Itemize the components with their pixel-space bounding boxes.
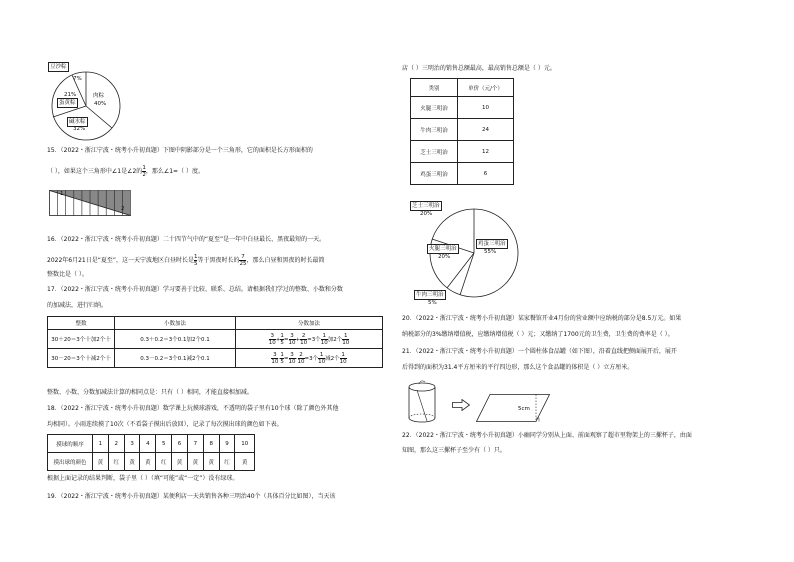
- fs-b: 10: [271, 358, 279, 365]
- q16-line3: 整数比是（ ）。: [47, 271, 88, 278]
- fs-l: 减2个: [325, 355, 340, 362]
- fs-minus: -: [278, 355, 281, 362]
- fa-eq2: =: [307, 336, 312, 343]
- pie2-egg-pct: 55%: [484, 249, 497, 255]
- pie1-label-b2: 蛋黄粽: [59, 100, 76, 106]
- price-row-3-price: 12: [458, 141, 514, 163]
- fa-plus2: +: [295, 336, 301, 343]
- fs-a: 3: [273, 351, 277, 358]
- pie1-label-b: 21%: [64, 92, 77, 98]
- q16-f1-num: 1: [193, 254, 198, 260]
- q17-header-fraction: 分数加法: [236, 317, 383, 330]
- q18-color-6: 黄: [172, 453, 188, 471]
- q17-line1: 17．（2022・浙江宁波・统考小升初真题）学习要善于比较、联系、总结。请根据我们学过的整数、小数和分数: [47, 286, 343, 293]
- q16-f1-den: 5: [193, 261, 198, 267]
- fs-j: 1: [319, 351, 324, 358]
- fa-d: 5: [280, 339, 284, 346]
- price-row-4-name: 鸡蛋三明治: [411, 163, 458, 185]
- q15-line2a: （ ），如果这个三角形中∠1是∠2的: [47, 168, 143, 175]
- q18-order-1: 1: [93, 435, 109, 453]
- price-th-unit: 单价（元/个）: [458, 79, 514, 97]
- q16-line2a: 2022年6月21日是“夏至”，这一天宁波地区白昼时长是: [47, 257, 194, 264]
- fa-b: 10: [268, 339, 276, 346]
- parallelogram-figure: [476, 394, 550, 422]
- q18-color-7: 黄: [187, 453, 203, 471]
- pie1-label-a: 豆沙粽: [50, 64, 67, 70]
- fs-i: 3个: [309, 355, 319, 362]
- q17-r2c2: 0.3－0.2＝3个0.1减2个0.1: [115, 349, 236, 368]
- price-row-3-name: 芝士三明治: [411, 141, 458, 163]
- q17-header-decimal: 小数加法: [115, 317, 236, 330]
- q18-color-8: 黄: [203, 453, 219, 471]
- q18-line1: 18．（2022・浙江宁波・统考小升初真题）数学课上玩摸球游戏，不透明的袋子里有10个球（除了颜色外其他: [47, 405, 339, 412]
- q16-line2: [47, 254, 324, 267]
- q18-order-7: 7: [187, 435, 203, 453]
- pie1-label-d: 碱水粽: [69, 119, 86, 125]
- fs-n: 10: [339, 358, 347, 365]
- fs-g: 2: [299, 351, 303, 358]
- fs-m: 1: [341, 351, 345, 358]
- q18-color-2: 红: [108, 453, 124, 471]
- fa-n: 10: [342, 339, 350, 346]
- q21-line2: 后得到的面积为31.4平方厘米的平行四边形，那么这个食品罐的体积是（ ）立方厘米。: [402, 364, 634, 371]
- fa-a: 3: [270, 332, 275, 339]
- q17-r1c1: 30＋20＝3个十加2个十: [48, 330, 115, 349]
- fa-k: 10: [320, 339, 328, 346]
- right-top-line: 店（ ）三明治的销售总额最高，最高销售总额是（ ）元。: [402, 65, 556, 72]
- q17-r2c1: 30－20＝3个十减2个十: [48, 349, 115, 368]
- fs-c: 1: [280, 351, 284, 358]
- fs-minus2: -: [295, 355, 298, 362]
- q22-line2: 知图，那么这三摞杯子至少有（ ）只。: [402, 447, 506, 454]
- pie2-cheese-pct: 20%: [420, 211, 433, 217]
- pie2-egg: 鸡蛋三明治: [478, 241, 506, 247]
- fs-k: 10: [318, 358, 326, 365]
- pie1-label-c: 肉粽: [93, 93, 105, 99]
- q15-frac-num: 1: [142, 165, 146, 171]
- pie1-pct-c: 40%: [94, 101, 107, 107]
- q18-color-3: 黄: [124, 453, 140, 471]
- fa-m: 1: [343, 332, 348, 339]
- q18-order-6: 6: [172, 435, 188, 453]
- q15-line2: [47, 165, 204, 178]
- q17-r1c3: [236, 330, 383, 349]
- q17-header-integer: 整数: [48, 317, 115, 330]
- pie2-beef: 牛肉三明治: [416, 292, 444, 298]
- fa-c: 1: [280, 332, 284, 339]
- q15-frac-den: 2: [142, 172, 146, 178]
- q18-order-4: 4: [140, 435, 156, 453]
- pie1-pct-d: 32%: [73, 126, 86, 132]
- price-th-category: 类别: [411, 79, 458, 97]
- q18-order-3: 3: [124, 435, 140, 453]
- q18-row1-label: 摸球的顺序: [48, 435, 93, 453]
- arrow-right-icon: [452, 399, 470, 411]
- q18-order-8: 8: [203, 435, 219, 453]
- pie1-pct-a: 7%: [73, 76, 82, 82]
- fs-eq2: =: [304, 355, 310, 362]
- fs-e: 3: [290, 351, 294, 358]
- q18-color-4: 黄: [140, 453, 156, 471]
- q21-height-label: 5cm: [518, 406, 530, 412]
- price-row-1-name: 火腿三明治: [411, 97, 458, 119]
- q16-line2b: 等于黑夜时长的: [197, 257, 240, 264]
- fs-eq1: =: [283, 355, 289, 362]
- q21-line1: 21．（2022・浙江宁波・统考小升初真题）一个圆柱体食品罐（如下图），沿着直线把侧面展开后，展开: [402, 348, 677, 355]
- q18-order-5: 5: [156, 435, 172, 453]
- q18-color-9: 红: [219, 453, 235, 471]
- q17-conclusion: 整数、小数、分数加减法计算的相同点是：只有（ ）相同，才能直接相加减。: [47, 389, 253, 396]
- q17-r1c2: 0.3＋0.2＝3个0.1加2个0.1: [115, 330, 236, 349]
- q19-line1: 19．（2022・浙江宁波・统考小升初真题）某便利店一天共销售各种三明治40个（具体百分比如图），当天该: [47, 493, 336, 500]
- q16-f2-num: 7: [241, 254, 245, 260]
- price-row-4-price: 6: [458, 163, 514, 185]
- pie2-beef-pct: 5%: [428, 300, 437, 306]
- q18-color-10: 黄: [235, 453, 255, 471]
- q18-order-10: 10: [235, 435, 255, 453]
- price-row-2-price: 24: [458, 119, 514, 141]
- q15-angle1: 1: [60, 191, 64, 197]
- q15-line1: 15．（2022・浙江宁波・统考小升初真题）下图中阴影部分是一个三角形，它的面积是长方形面积的: [47, 147, 313, 154]
- fa-h: 10: [300, 339, 308, 346]
- q17-line2: 的加减法，进行归纳。: [47, 302, 108, 309]
- q16-f2-den: 25: [239, 261, 247, 267]
- price-row-1-price: 10: [458, 97, 514, 119]
- fa-j: 1: [322, 332, 326, 339]
- fs-h: 10: [297, 358, 305, 365]
- q20-line2: 纳税部分的3%缴纳增值税，应缴纳增值税（ ）元；又缴纳了1700元的卫生费，卫生费的费率是（ ）。: [402, 331, 674, 338]
- q15-angle2: 2: [121, 206, 125, 212]
- q22-line1: 22．（2022・浙江宁波・统考小升初真题）小幽同学分别从上面、前面观察了超市里物架上的三摞杯子，由面: [402, 432, 692, 439]
- fa-g: 2: [301, 332, 306, 339]
- q18-row2-label: 摸出球的颜色: [48, 453, 93, 471]
- fa-f: 10: [288, 339, 296, 346]
- q18-line3: 根据上面记录的结果判断，袋子里（ ）（填“可能”或“一定”）没有绿球。: [47, 475, 239, 482]
- fs-f: 10: [288, 358, 296, 365]
- fa-i: 3个: [311, 336, 321, 343]
- pie2-ham-pct: 20%: [438, 254, 451, 260]
- q16-line1: 16．（2022・浙江宁波・统考小升初真题）二十四节气中的“夏至”是一年中白昼最长、黑夜最短的一天。: [47, 236, 326, 243]
- q17-r2c3: [236, 349, 383, 368]
- q18-line2: 均相同）。小雨连续摸了10次（不看袋子摸出后放回），记录了每次摸出球的颜色如下表。: [47, 421, 283, 428]
- q18-order-2: 2: [108, 435, 124, 453]
- fs-d: 5: [280, 358, 284, 365]
- price-table: [410, 78, 514, 185]
- fa-l: 加2个: [327, 336, 343, 343]
- q16-line2c: ，那么白昼和黑夜的时长最简: [246, 257, 325, 264]
- pie2-ham: 火腿三明治: [429, 246, 457, 252]
- pie2-cheese: 芝士三明治: [412, 203, 440, 209]
- fa-eq1: =: [283, 336, 289, 343]
- q18-order-9: 9: [219, 435, 235, 453]
- q17-table: [47, 316, 383, 368]
- q15-line2b: ，那么∠1=（ ）度。: [145, 168, 204, 175]
- q18-color-5: 红: [156, 453, 172, 471]
- q18-color-1: 黄: [93, 453, 109, 471]
- fa-plus: +: [275, 336, 281, 343]
- cylinder-icon: [405, 378, 439, 426]
- fa-e: 3: [290, 332, 294, 339]
- q18-table: [47, 434, 255, 471]
- q20-line1: 20．（2022・浙江宁波・统考小升初真题）某家餐馆开业4月份的营业额中应纳税的部分是8.5万元。如果: [402, 315, 682, 322]
- price-row-2-name: 牛肉三明治: [411, 119, 458, 141]
